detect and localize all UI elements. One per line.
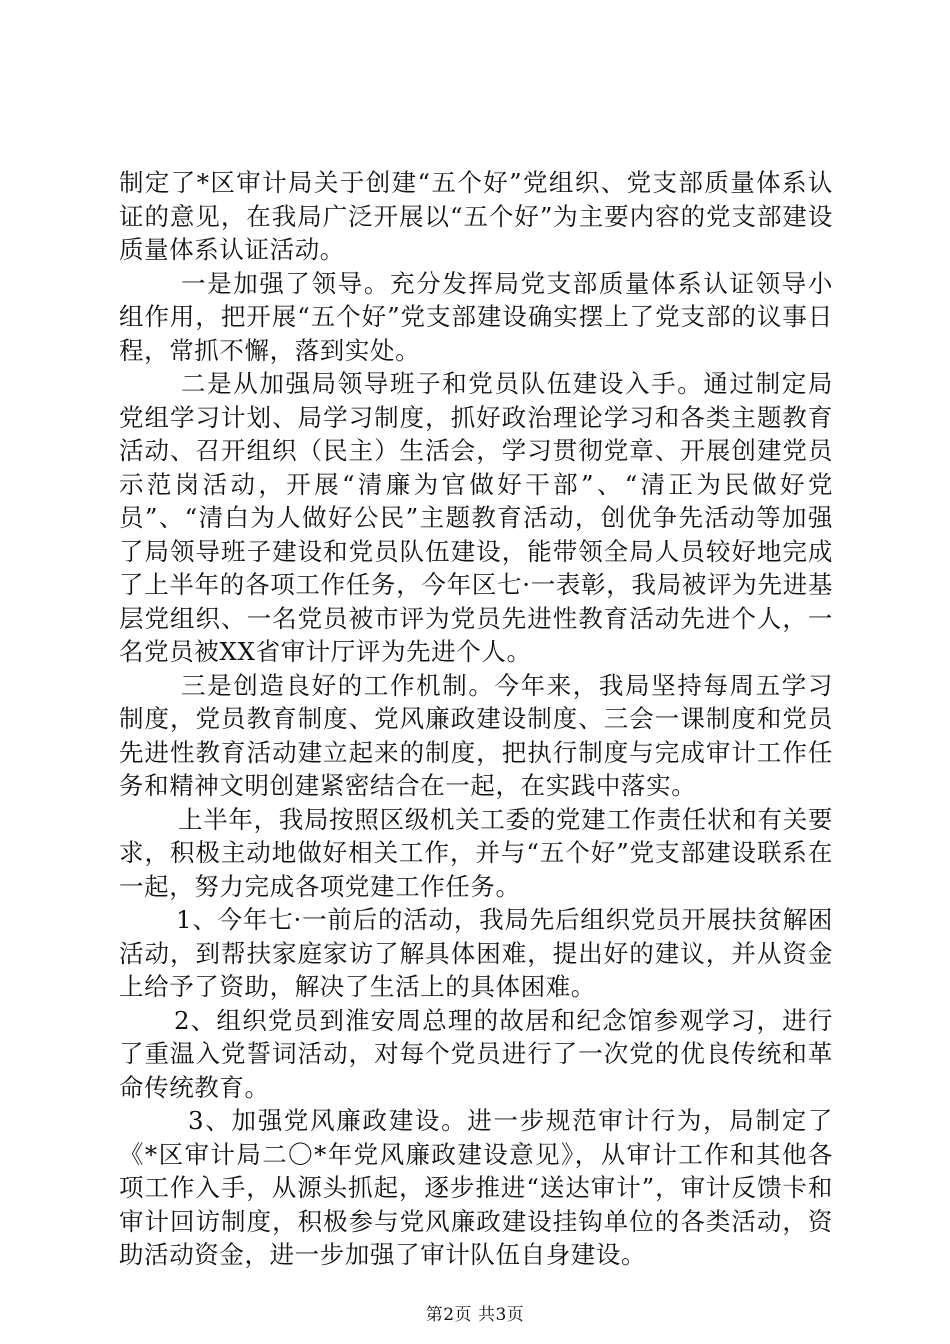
paragraph-item-3: 3、加强党风廉政建设。进一步规范审计行为，局制定了《*区审计局二〇*年党风廉政建设意见》，从审计工作和其他各项工作入手，从源头抓起，逐步推进“送达审计”，审计反馈卡和审计回访制度，积极参与党风廉政建设挂钩单位的各类活动，资助活动资金，进一步加强了审计队伍自身建设。	[119, 1106, 833, 1269]
paragraph-point-one: 一是加强了领导。充分发挥局党支部质量体系认证领导小组作用，把开展“五个好”党支部建设确实摆上了党支部的议事日程，常抓不懈，落到实处。	[119, 268, 833, 365]
paragraph-first-half: 上半年，我局按照区级机关工委的党建工作责任状和有关要求，积极主动地做好相关工作，并与“五个好”党支部建设联系在一起，努力完成各项党建工作任务。	[119, 804, 833, 901]
paragraph-point-two: 二是从加强局领导班子和党员队伍建设入手。通过制定局党组学习计划、局学习制度，抓好政治理论学习和各类主题教育活动、召开组织（民主）生活会，学习贯彻党章、开展创建党员示范岗活动，开展“清廉为官做好干部”、“清正为民做好党员”、“清白为人做好公民”主题教育活动，创优争先活动等加强了局领导班子建设和党员队伍建设，能带领全局人员较好地完成了上半年的各项工作任务，今年区七·一表彰，我局被评为先进基层党组织、一名党员被市评为党员先进性教育活动先进个人，一名党员被XX省审计厅评为先进个人。	[119, 369, 833, 666]
paragraph-item-1: 1、今年七·一前后的活动，我局先后组织党员开展扶贫解困活动，到帮扶家庭家访了解具体困难，提出好的建议，并从资金上给予了资助，解决了生活上的具体困难。	[119, 905, 833, 1001]
paragraph-item-2: 2、组织党员到淮安周总理的故居和纪念馆参观学习，进行了重温入党誓词活动，对每个党员进行了一次党的优良传统和革命传统教育。	[119, 1005, 833, 1102]
paragraph-point-three: 三是创造良好的工作机制。今年来，我局坚持每周五学习制度，党员教育制度、党风廉政建设制度、三会一课制度和党员先进性教育活动建立起来的制度，把执行制度与完成审计工作任务和精神文明创建紧密结合在一起，在实践中落实。	[119, 670, 833, 800]
paragraph-intro: 制定了*区审计局关于创建“五个好”党组织、党支部质量体系认证的意见，在我局广泛开展以“五个好”为主要内容的党支部建设质量体系认证活动。	[119, 168, 833, 264]
page-footer: 第2页 共3页	[425, 1305, 525, 1325]
document-body	[119, 166, 833, 1272]
